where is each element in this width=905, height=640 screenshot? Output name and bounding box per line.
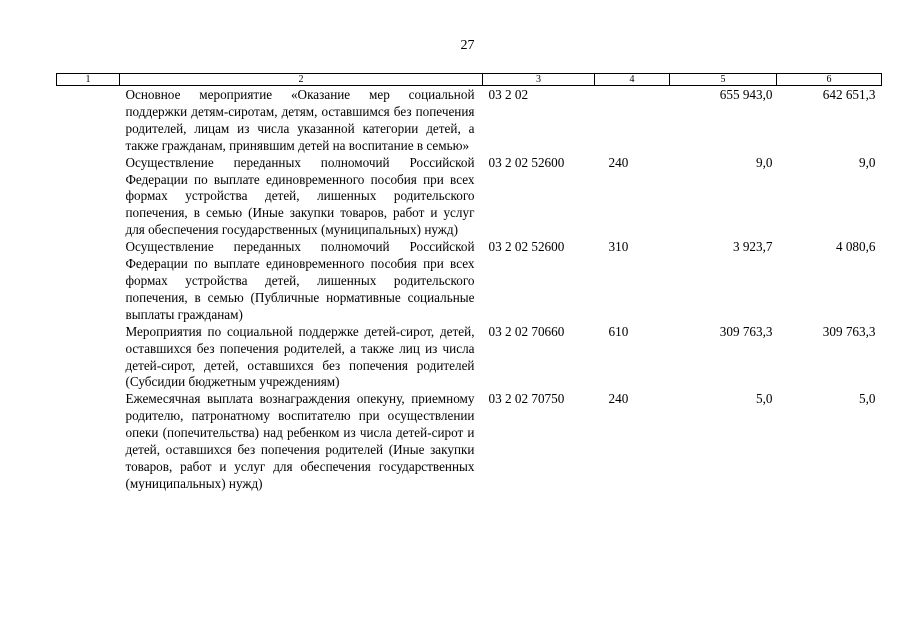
row-index-cell (57, 86, 120, 155)
table-row (57, 391, 882, 492)
expense-type-cell (595, 86, 670, 155)
amount-year1-cell: 655 943,0 (719, 87, 773, 102)
amount-year2-cell: 642 651,3 (822, 87, 876, 102)
table-header (57, 74, 882, 86)
amount-year2-cell: 5,0 (859, 391, 876, 407)
column-header-4: 4 (595, 74, 670, 86)
column-header-1: 1 (57, 74, 120, 86)
target-code-cell: 03 2 02 52600 (488, 154, 565, 170)
target-code-cell: 03 2 02 (488, 87, 529, 102)
target-code-cell: 03 2 02 70660 (488, 323, 565, 339)
amount-year2-cell: 9,0 (859, 154, 876, 170)
column-header-5: 5 (670, 74, 777, 86)
description-cell: Основное мероприятие «Оказание мер социальной поддержки детям-сиротам, детям, оставшимся без попечения родителей, лицам из числа указанной категории детей, а также гражданам, принявшим детей на воспитание в семью» (125, 87, 475, 153)
table-row (57, 155, 882, 240)
description-cell: Ежемесячная выплата вознаграждения опекуну, приемному родителю, патронатному воспитателю при осуществлении опеки (попечительства) над ребенком из числа детей-сирот и детей, оставшихся без попечения родителей (Иные закупки товаров, работ и услуг для обеспечения государственных (муниципальных) нужд) (125, 391, 475, 491)
table-body (57, 86, 882, 493)
column-header-6: 6 (777, 74, 882, 86)
description-cell: Осуществление переданных полномочий Российской Федерации по выплате единовременного пособия при всех формах устройства детей, лишенных родительского попечения, в семью (Иные закупки товаров, работ и услуг для обеспечения государственных (муниципальных) нужд) (125, 154, 475, 238)
expense-type-cell: 240 (608, 154, 629, 170)
page-number: 27 (460, 38, 475, 53)
expense-type-cell: 310 (608, 239, 629, 255)
target-code-cell: 03 2 02 52600 (488, 239, 565, 255)
row-index-cell (57, 239, 120, 324)
amount-year1-cell: 3 923,7 (732, 239, 773, 255)
table-row (57, 324, 882, 392)
row-index-cell (57, 324, 120, 392)
amount-year1-cell: 5,0 (756, 391, 773, 407)
column-header-2: 2 (120, 74, 483, 86)
amount-year1-cell: 9,0 (756, 154, 773, 170)
table-row (57, 239, 882, 324)
row-index-cell (57, 391, 120, 492)
expense-type-cell: 610 (608, 323, 629, 339)
amount-year2-cell: 4 080,6 (835, 239, 876, 255)
row-index-cell (57, 155, 120, 240)
budget-table (56, 73, 882, 493)
target-code-cell: 03 2 02 70750 (488, 391, 565, 407)
column-header-3: 3 (483, 74, 595, 86)
header-row (57, 74, 882, 86)
description-cell: Мероприятия по социальной поддержке детей-сирот, детей, оставшихся без попечения родителей, а также лиц из числа детей-сирот, детей, оставшихся без попечения родителей (Субсидии бюджетным учреждениям) (125, 323, 475, 390)
amount-year2-cell: 309 763,3 (822, 323, 876, 339)
table-row (57, 86, 882, 155)
expense-type-cell: 240 (608, 391, 629, 407)
amount-year1-cell: 309 763,3 (719, 323, 773, 339)
description-cell: Осуществление переданных полномочий Российской Федерации по выплате единовременного пособия при всех формах устройства детей, лишенных родительского попечения, в семью (Публичные нормативные социальные выплаты гражданам) (125, 239, 475, 322)
